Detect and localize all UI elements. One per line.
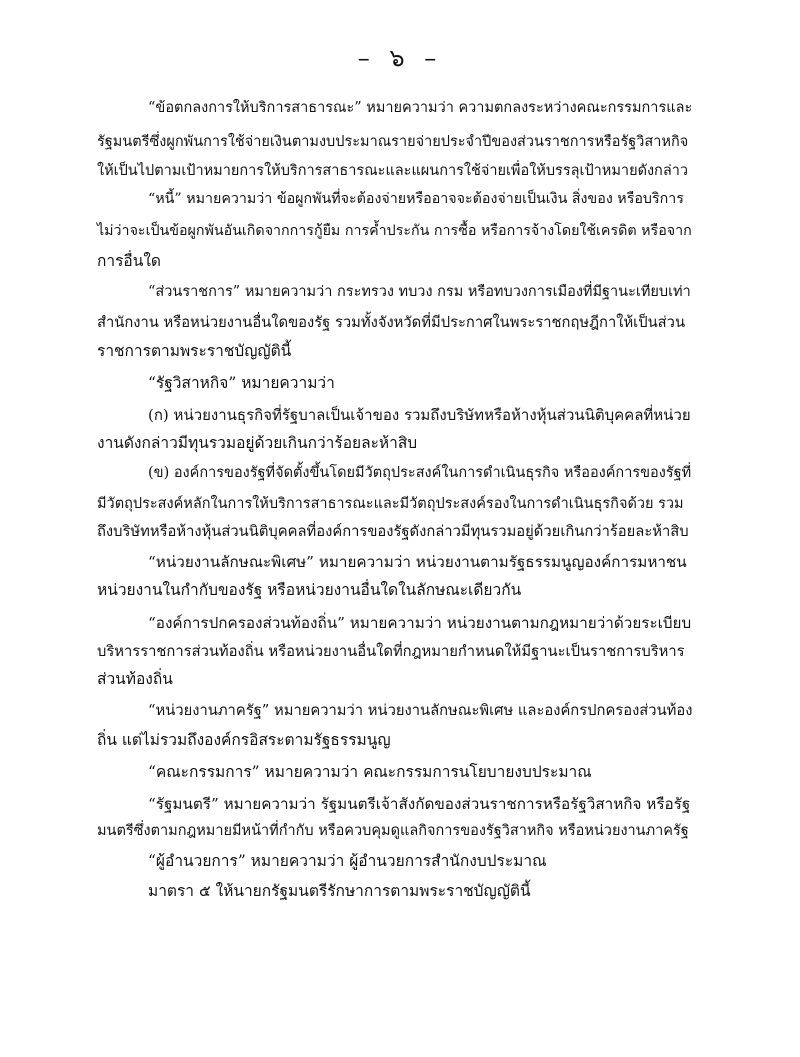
text-line: “ส่วนราชการ” หมายความว่า กระทรวง ทบวง กรม หรือทบวงการเมืองที่มีฐานะเทียบเท่า [148, 284, 691, 300]
text-line: การอื่นใด [97, 252, 161, 270]
text-line: สำนักงาน หรือหน่วยงานอื่นใดของรัฐ รวมทั้งจังหวัดที่มีประกาศในพระราชกฤษฎีกาให้เป็นส่วน [97, 314, 686, 331]
text-line: ถิ่น แต่ไม่รวมถึงองค์กรอิสระตามรัฐธรรมนูญ [97, 731, 391, 749]
text-line: หน่วยงานในกำกับของรัฐ หรือหน่วยงานอื่นใดในลักษณะเดียวกัน [97, 581, 522, 599]
text-line: ถึงบริษัทหรือห้างหุ้นส่วนนิติบุคคลที่องค์การของรัฐดังกล่าวมีทุนรวมอยู่ด้วยเกินกว่าร้อยละห้าสิบ [97, 523, 689, 540]
text-line: “ผู้อำนวยการ” หมายความว่า ผู้อำนวยการสำนักงบประมาณ [148, 852, 547, 870]
text-line: “หน่วยงานลักษณะพิเศษ” หมายความว่า หน่วยงานตามรัฐธรรมนูญองค์การมหาชน [148, 553, 687, 571]
text-line: “หนี้” หมายความว่า ข้อผูกพันที่จะต้องจ่ายหรืออาจจะต้องจ่ายเป็นเงิน สิ่งของ หรือบริการ [148, 191, 684, 207]
text-line: มีวัตถุประสงค์หลักในการให้บริการสาธารณะและมีวัตถุประสงค์รองในการดำเนินธุรกิจด้วย รวม [97, 496, 684, 512]
text-line: “รัฐวิสาหกิจ” หมายความว่า [148, 374, 335, 392]
page-number: – ๖ – [357, 44, 443, 72]
text-line: “องค์การปกครองส่วนท้องถิ่น” หมายความว่า หน่วยงานตามกฎหมายว่าด้วยระเบียบ [148, 614, 692, 632]
text-line: งานดังกล่าวมีทุนรวมอยู่ด้วยเกินกว่าร้อยละห้าสิบ [97, 434, 418, 452]
text-line: รัฐมนตรีซึ่งผูกพันการใช้จ่ายเงินตามงบประมาณรายจ่ายประจำปีของส่วนราชการหรือรัฐวิสาหกิจ [97, 134, 689, 150]
text-line: “รัฐมนตรี” หมายความว่า รัฐมนตรีเจ้าสังกัดของส่วนราชการหรือรัฐวิสาหกิจ หรือรัฐ [148, 795, 691, 813]
text-line: “ข้อตกลงการให้บริการสาธารณะ” หมายความว่า ความตกลงระหว่างคณะกรรมการและ [148, 100, 693, 116]
text-line: มนตรีซึ่งตามกฎหมายมีหน้าที่กำกับ หรือควบคุมดูแลกิจการของรัฐวิสาหกิจ หรือหน่วยงานภาครัฐ [97, 823, 689, 839]
text-line: (ก) หน่วยงานธุรกิจที่รัฐบาลเป็นเจ้าของ รวมถึงบริษัทหรือห้างหุ้นส่วนนิติบุคคลที่หน่วย [148, 406, 691, 424]
text-line: “หน่วยงานภาครัฐ” หมายความว่า หน่วยงานลักษณะพิเศษ และองค์กรปกครองส่วนท้อง [148, 702, 693, 719]
text-line: บริหารราชการส่วนท้องถิ่น หรือหน่วยงานอื่นใดที่กฎหมายกำหนดให้มีฐานะเป็นราชการบริหาร [97, 643, 685, 660]
text-line: ให้เป็นไปตามเป้าหมายการให้บริการสาธารณะและแผนการใช้จ่ายเพื่อให้บรรลุเป้าหมายดังกล่าว [97, 163, 689, 179]
text-line: (ข) องค์การของรัฐที่จัดตั้งขึ้นโดยมีวัตถุประสงค์ในการดำเนินธุรกิจ หรือองค์การของรัฐที่ [148, 465, 692, 481]
text-line: ไม่ว่าจะเป็นข้อผูกพันอันเกิดจากการกู้ยืม การค้ำประกัน การซื้อ หรือการจ้างโดยใช้เครดิต หรือจาก [97, 223, 692, 239]
text-line: ราชการตามพระราชบัญญัตินี้ [97, 342, 292, 360]
text-line: มาตรา ๕ ให้นายกรัฐมนตรีรักษาการตามพระราชบัญญัตินี้ [148, 882, 531, 900]
text-line: ส่วนท้องถิ่น [97, 670, 173, 688]
text-line: “คณะกรรมการ” หมายความว่า คณะกรรมการนโยบายงบประมาณ [148, 763, 592, 781]
